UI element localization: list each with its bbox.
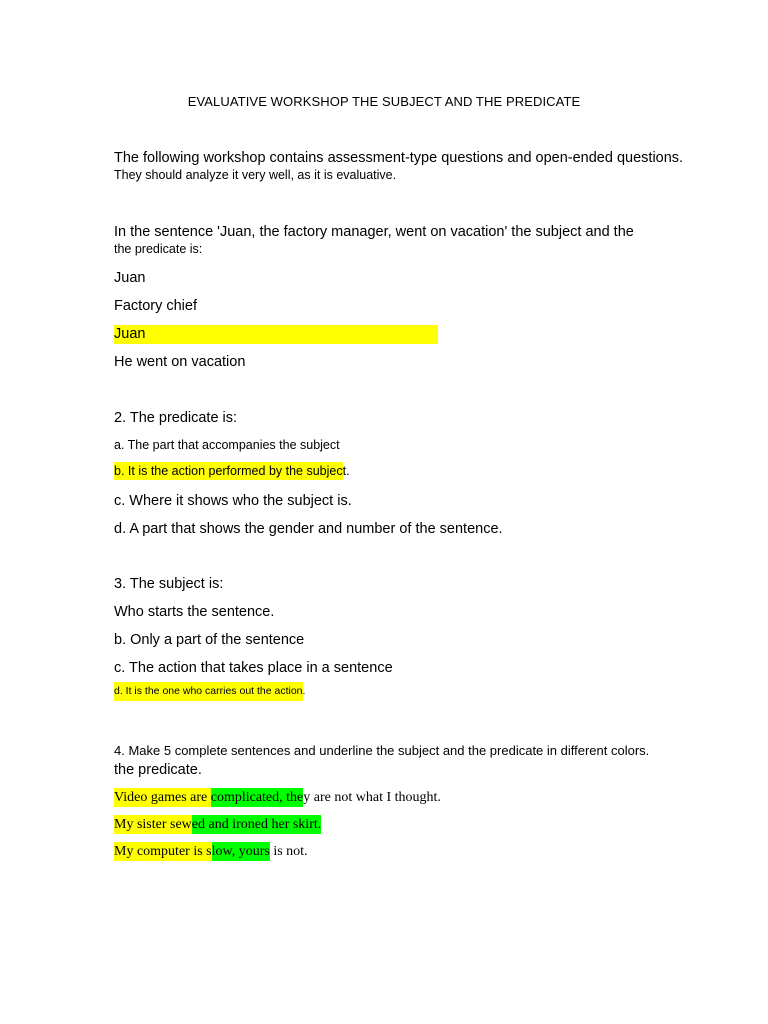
question-1-option-3-highlighted	[114, 325, 438, 344]
predicate-highlight: complicated, the	[210, 790, 304, 805]
question-2-option-c: c. Where it shows who the subject is.	[114, 493, 352, 509]
question-4-prompt-line-1: 4. Make 5 complete sentences and underline the subject and the predicate in different colors.	[114, 743, 650, 758]
question-3-option-d	[114, 686, 305, 697]
question-3-option-b: b. Only a part of the sentence	[114, 632, 305, 648]
document-title: EVALUATIVE WORKSHOP THE SUBJECT AND THE PREDICATE	[187, 94, 581, 109]
example-sentence-2	[114, 818, 321, 832]
question-1-prompt-line-1: In the sentence 'Juan, the factory manager, went on vacation' the subject and the	[114, 224, 634, 240]
question-3-option-d-rest: .	[302, 685, 306, 697]
question-4-prompt-line-2: the predicate.	[114, 762, 202, 778]
question-2-option-a: a. The part that accompanies the subject	[114, 438, 340, 452]
question-1-option-1: Juan	[114, 270, 146, 286]
question-2-option-b	[114, 465, 350, 478]
question-1-prompt-line-2: the predicate is:	[114, 242, 203, 256]
answer-highlight	[114, 325, 438, 344]
question-3-option-a: Who starts the sentence.	[114, 604, 275, 620]
answer-highlight: b. It is the action performed by the subjec	[114, 464, 343, 478]
predicate-highlight: low, yours	[211, 844, 270, 859]
intro-text-line-2: They should analyze it very well, as it is evaluative.	[114, 168, 397, 182]
question-1-option-4: He went on vacation	[114, 354, 246, 370]
intro-text-line-1: The following workshop contains assessment-type questions and open-ended questions.	[114, 150, 684, 166]
subject-highlight: My computer is s	[114, 844, 212, 859]
subject-highlight: Video games are	[114, 790, 211, 805]
question-1-option-2: Factory chief	[114, 298, 197, 314]
sentence-rest: is not.	[269, 844, 308, 859]
question-1-option-3-text: Juan	[114, 326, 146, 342]
example-sentence-1	[114, 791, 441, 805]
question-3-option-c: c. The action that takes place in a sentence	[114, 660, 393, 676]
question-2-option-b-rest: t.	[342, 464, 350, 478]
example-sentence-3	[114, 845, 308, 859]
sentence-rest: y are not what I thought.	[303, 790, 441, 805]
predicate-highlight: ed and ironed her skirt.	[191, 817, 322, 832]
question-3-prompt: 3. The subject is:	[114, 576, 224, 592]
answer-highlight: d. It is the one who carries out the action	[114, 682, 303, 701]
question-2-prompt: 2. The predicate is:	[114, 410, 238, 426]
subject-highlight: My sister sew	[114, 817, 192, 832]
question-2-option-d: d. A part that shows the gender and number of the sentence.	[114, 521, 503, 537]
